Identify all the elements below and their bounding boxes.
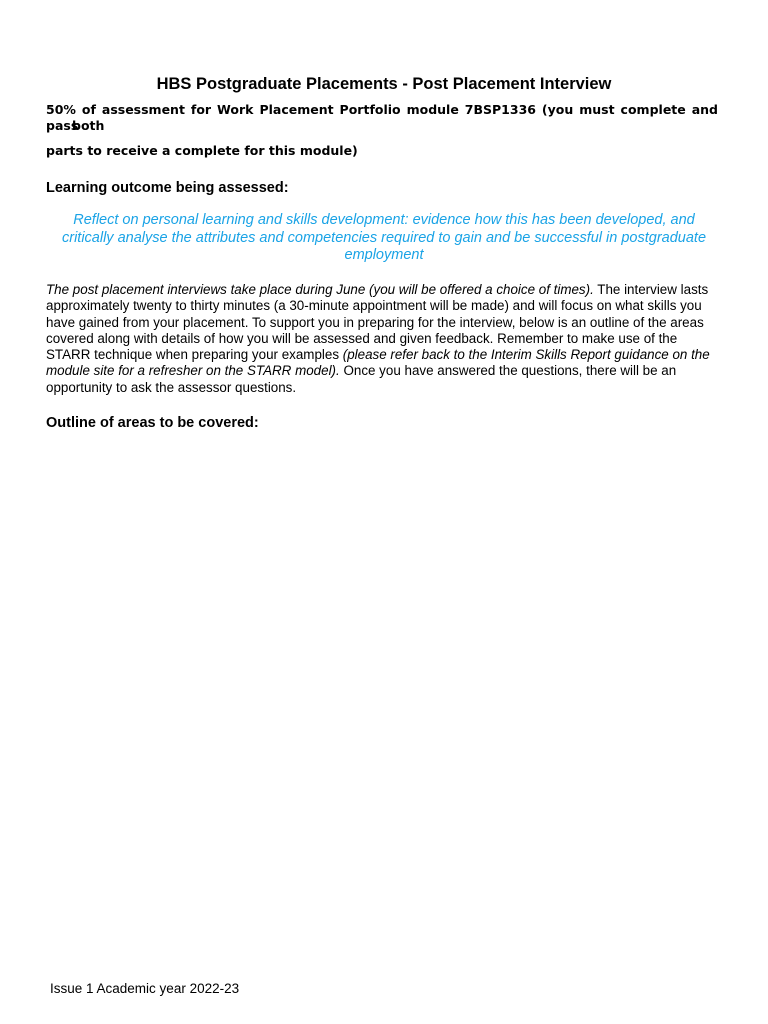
page-title: HBS Postgraduate Placements - Post Placement Interview <box>156 75 612 93</box>
intro-italic-1: The post placement interviews take place during June (you will be offered a choice of times). <box>46 282 594 297</box>
assessment-line-continuation: both <box>72 118 105 133</box>
assessment-line-2: parts to receive a complete for this module) <box>46 143 358 158</box>
learning-outcome-text: Reflect on personal learning and skills development: evidence how this has been developed, and critically analyse the attributes and competencies required to gain and be successful in postgraduate employment <box>61 212 707 263</box>
footer-issue: Issue 1 Academic year 2022-23 <box>50 981 240 996</box>
learning-outcome-heading: Learning outcome being assessed: <box>46 180 289 196</box>
intro-text-1: The interview lasts approximately twenty to thirty minutes (a 30-minute appointment will be made) and will focus on what skills you have gained from your placement. To support you in preparing for the interview, below is an outline of the areas covered along with details of how you will be assessed and given feedback. Remember to make use of the STARR technique when preparing your examples <box>46 282 709 363</box>
intro-italic-2: (please refer back to the Interim Skills Report guidance on the module site for a refresher on the STARR model). <box>46 347 710 379</box>
outline-heading: Outline of areas to be covered: <box>46 415 259 431</box>
assessment-line: 50% of assessment for Work Placement Portfolio module 7BSP1336 (you must complete and pass <box>46 102 718 133</box>
intro-paragraph <box>46 282 722 396</box>
intro-text-2: Once you have answered the questions, there will be an opportunity to ask the assessor questions. <box>46 363 677 395</box>
